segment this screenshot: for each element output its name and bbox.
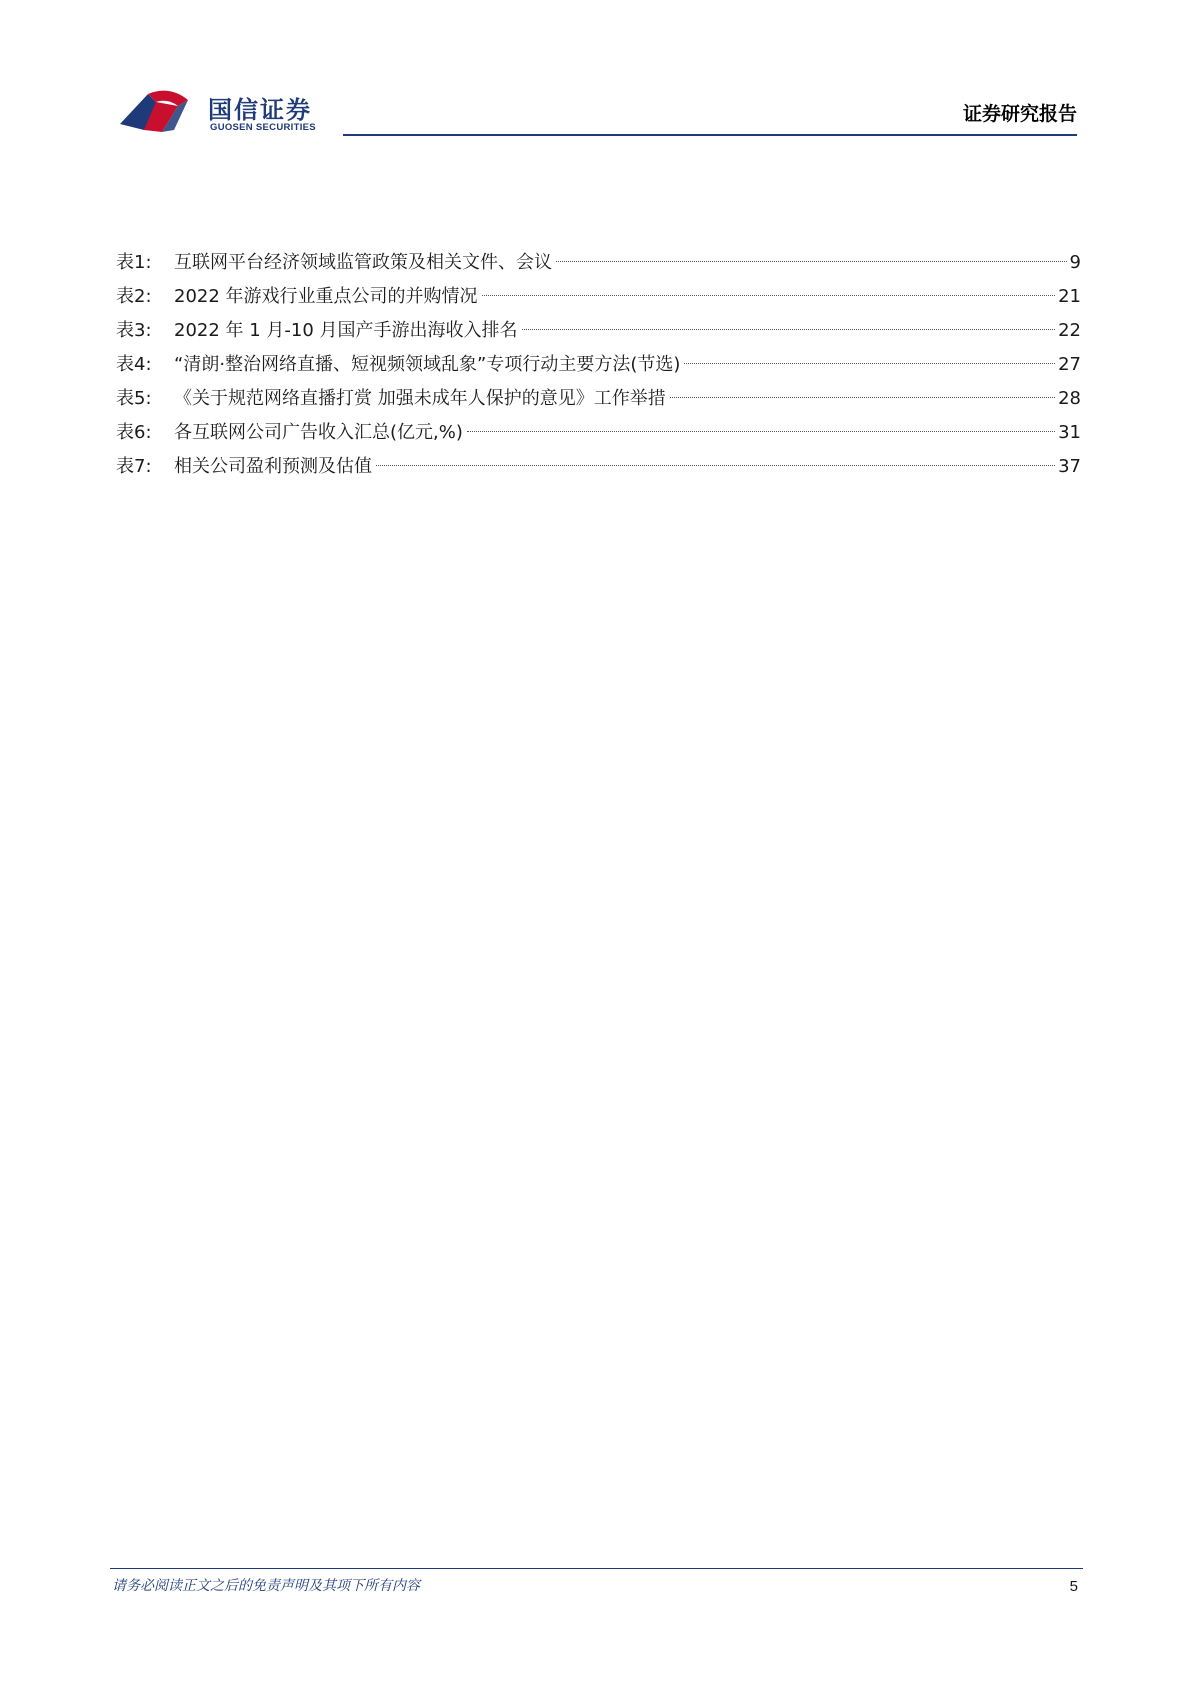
toc-dot-leader [376, 465, 1055, 466]
toc-entry-title: 相关公司盈利预测及估值 [174, 456, 372, 477]
table-of-contents [116, 246, 1081, 484]
report-type-label: 证券研究报告 [962, 103, 1077, 125]
toc-entry-1[interactable] [116, 246, 1081, 280]
toc-entry-title: “清朗·整治网络直播、短视频领域乱象”专项行动主要方法(节选) [174, 354, 681, 375]
toc-entry-label: 表5: [116, 388, 152, 409]
toc-entry-page: 22 [1058, 320, 1081, 341]
toc-entry-label: 表6: [116, 422, 152, 443]
page-number: 5 [1069, 1578, 1078, 1595]
logo-english-name: GUOSEN SECURITIES [210, 122, 316, 133]
toc-entry-page: 27 [1058, 354, 1081, 375]
page-header [0, 0, 1190, 140]
footer-disclaimer: 请务必阅读正文之后的免责声明及其项下所有内容 [112, 1578, 420, 1594]
toc-entry-title: 2022 年 1 月-10 月国产手游出海收入排名 [174, 320, 518, 341]
toc-entry-page: 9 [1069, 252, 1081, 273]
toc-entry-label: 表4: [116, 354, 152, 375]
logo-chinese-name: 国信证券 [208, 96, 312, 124]
toc-entry-2[interactable] [116, 280, 1081, 314]
toc-entry-title: 2022 年游戏行业重点公司的并购情况 [174, 286, 478, 307]
toc-entry-page: 37 [1058, 456, 1081, 477]
toc-entry-6[interactable] [116, 416, 1081, 450]
toc-entry-label: 表3: [116, 320, 152, 341]
guosen-logo-icon [118, 86, 202, 142]
toc-entry-title: 互联网平台经济领域监管政策及相关文件、会议 [174, 252, 552, 273]
footer-divider [110, 1568, 1083, 1569]
toc-entry-page: 28 [1058, 388, 1081, 409]
toc-entry-3[interactable] [116, 314, 1081, 348]
header-divider [343, 134, 1077, 136]
toc-entry-title: 《关于规范网络直播打赏 加强未成年人保护的意见》工作举措 [174, 388, 666, 409]
toc-dot-leader [467, 431, 1055, 432]
toc-entry-5[interactable] [116, 382, 1081, 416]
toc-entry-7[interactable] [116, 450, 1081, 484]
toc-dot-leader [556, 261, 1067, 262]
toc-dot-leader [482, 295, 1056, 296]
toc-entry-4[interactable] [116, 348, 1081, 382]
toc-entry-page: 31 [1058, 422, 1081, 443]
guosen-logo [118, 86, 328, 142]
toc-entry-label: 表7: [116, 456, 152, 477]
toc-dot-leader [522, 329, 1056, 330]
toc-entry-label: 表1: [116, 252, 152, 273]
toc-dot-leader [684, 363, 1055, 364]
toc-entry-label: 表2: [116, 286, 152, 307]
toc-entry-page: 21 [1058, 286, 1081, 307]
toc-dot-leader [670, 397, 1055, 398]
toc-entry-title: 各互联网公司广告收入汇总(亿元,%) [174, 422, 463, 443]
